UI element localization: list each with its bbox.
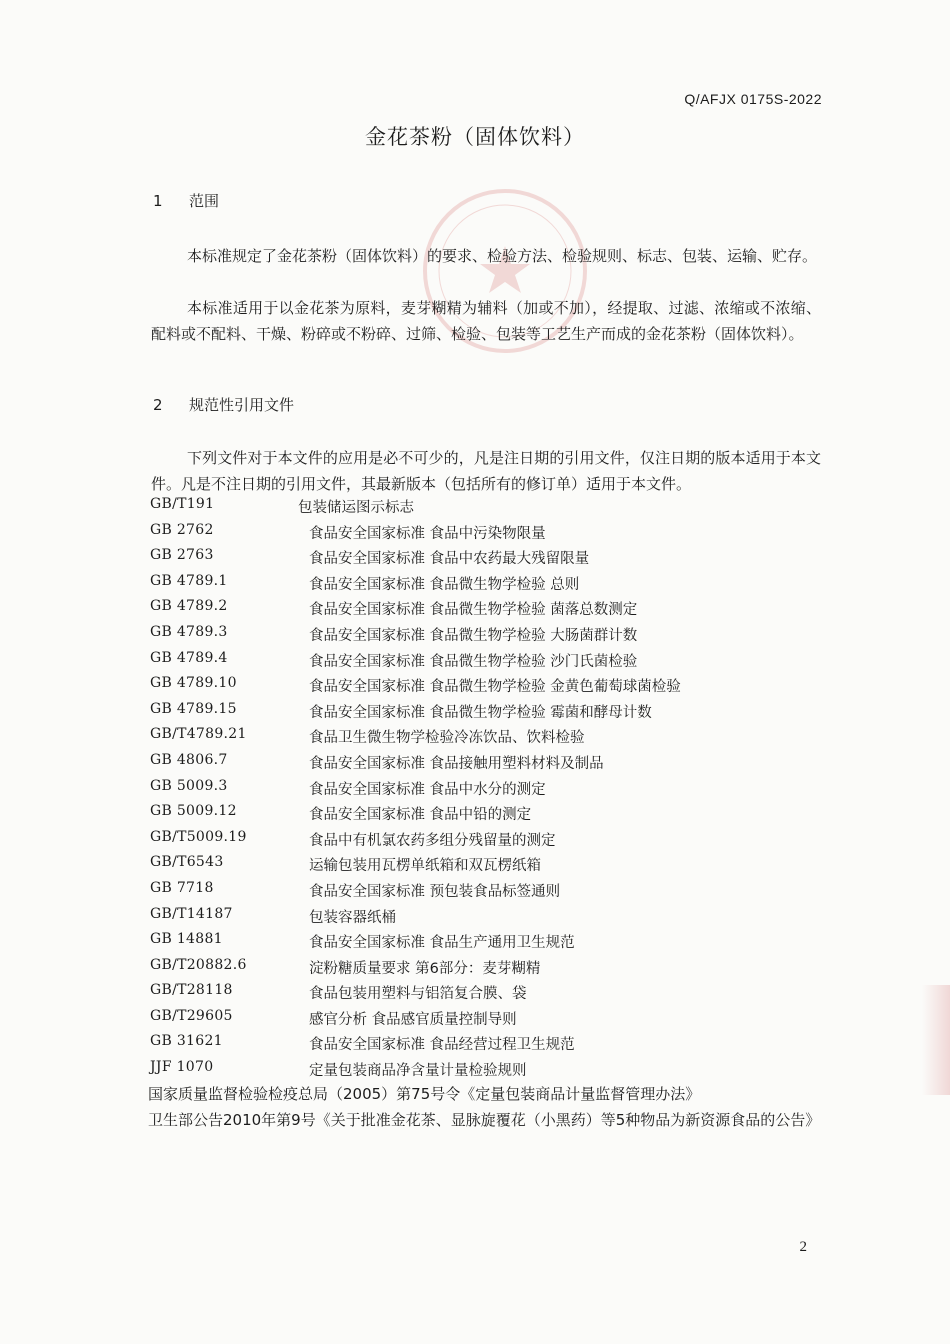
section-number: 2 [153,396,163,414]
regulation-line: 卫生部公告2010年第9号《关于批准金花茶、显脉旋覆花（小黑药）等5种物品为新资源食品的公告》 [148,1111,821,1129]
reference-row [150,722,830,748]
reference-row [150,850,830,876]
reference-title: 食品安全国家标准 食品生产通用卫生规范 [309,935,575,952]
reference-title: 食品包装用塑料与铝箔复合膜、袋 [309,986,527,1003]
reference-row [150,671,830,697]
reference-row [150,774,830,800]
section-title: 规范性引用文件 [189,396,295,414]
section-number: 1 [153,192,163,210]
reference-code: GB 4789.4 [150,649,228,666]
reference-row [150,1055,830,1081]
reference-row [150,543,830,569]
reference-row [150,953,830,979]
reference-title: 食品安全国家标准 食品中农药最大残留限量 [309,551,590,568]
reference-title: 食品安全国家标准 食品中污染物限量 [309,525,546,542]
reference-row [150,569,830,595]
reference-title: 食品中有机氯农药多组分残留量的测定 [309,832,556,849]
reference-code: GB/T20882.6 [150,956,247,973]
reference-code: GB/T14187 [150,905,233,922]
reference-title: 食品安全国家标准 食品经营过程卫生规范 [309,1037,575,1054]
page-number: 2 [799,1239,807,1255]
reference-title: 包装容器纸桶 [309,909,396,926]
document-title: 金花茶粉（固体饮料） [365,125,585,149]
reference-row [150,902,830,928]
reference-row [150,620,830,646]
reference-title: 感官分析 食品感官质量控制导则 [309,1011,517,1028]
reference-title: 食品安全国家标准 食品中水分的测定 [309,781,546,798]
section-title: 范围 [189,192,220,210]
reference-title: 食品安全国家标准 食品微生物学检验 金黄色葡萄球菌检验 [309,679,681,696]
reference-list [150,492,830,1081]
reference-row [150,927,830,953]
reference-code: GB 5009.12 [150,803,237,820]
reference-title: 食品安全国家标准 食品微生物学检验 菌落总数测定 [309,602,638,619]
document-number: Q/AFJX 0175S-2022 [684,91,822,107]
reference-title: 运输包装用瓦楞单纸箱和双瓦楞纸箱 [309,858,541,875]
reference-title: 食品安全国家标准 食品微生物学检验 沙门氏菌检验 [309,653,638,670]
reference-code: GB 14881 [150,931,223,948]
reference-code: GB/T28118 [150,982,233,999]
reference-row [150,646,830,672]
regulation-line: 国家质量监督检验检疫总局（2005）第75号令《定量包装商品计量监督管理办法》 [148,1085,701,1103]
reference-title: 食品安全国家标准 食品微生物学检验 霉菌和酵母计数 [309,704,652,721]
reference-title: 定量包装商品净含量计量检验规则 [309,1063,527,1080]
reference-code: GB 4789.3 [150,623,228,640]
reference-title: 食品安全国家标准 食品接触用塑料材料及制品 [309,755,604,772]
reference-code: GB 7718 [150,879,214,896]
section-2-heading [153,394,294,415]
reference-code: GB 4789.2 [150,598,228,615]
reference-title: 食品安全国家标准 食品微生物学检验 总则 [309,576,580,593]
reference-row [150,978,830,1004]
reference-row [150,697,830,723]
reference-code: GB 4789.10 [150,675,237,692]
reference-code: GB 4789.15 [150,700,237,717]
reference-row [150,1029,830,1055]
reference-row [150,1004,830,1030]
reference-title: 食品安全国家标准 食品中铅的测定 [309,807,532,824]
reference-code: GB 31621 [150,1033,223,1050]
reference-title: 食品安全国家标准 预包装食品标签通则 [309,883,561,900]
reference-row [150,748,830,774]
reference-code: GB 4789.1 [150,572,228,589]
paragraph: 下列文件对于本文件的应用是必不可少的，凡是注日期的引用文件，仅注日期的版本适用于本文件。凡是不注日期的引用文件，其最新版本（包括所有的修订单）适用于本文件。 [151,449,821,493]
reference-code: GB 5009.3 [150,777,228,794]
reference-title: 食品安全国家标准 食品微生物学检验 大肠菌群计数 [309,627,638,644]
reference-code: JJF 1070 [150,1059,214,1076]
reference-title: 包装储运图示标志 [298,500,414,516]
reference-code: GB 2763 [150,547,214,564]
reference-row [150,518,830,544]
reference-title: 淀粉糖质量要求 第6部分：麦芽糊精 [309,960,541,977]
reference-code: GB/T6543 [150,854,224,871]
reference-row [150,492,830,518]
reference-row [150,825,830,851]
reference-row [150,594,830,620]
reference-code: GB/T191 [150,496,215,512]
reference-code: GB/T5009.19 [150,828,247,845]
paragraph: 本标准适用于以金花茶为原料，麦芽糊精为辅料（加或不加），经提取、过滤、浓缩或不浓缩、配料或不配料、干燥、粉碎或不粉碎、过筛、检验、包装等工艺生产而成的金花茶粉（固体饮料）。 [151,299,821,343]
section-1-heading [153,190,219,211]
reference-code: GB/T29605 [150,1007,233,1024]
reference-code: GB/T4789.21 [150,726,247,743]
reference-code: GB 2762 [150,521,214,538]
reference-row [150,876,830,902]
paragraph: 本标准规定了金花茶粉（固体饮料）的要求、检验方法、检验规则、标志、包装、运输、贮存。 [187,247,818,265]
reference-code: GB 4806.7 [150,751,228,768]
reference-title: 食品卫生微生物学检验冷冻饮品、饮料检验 [309,730,585,747]
reference-row [150,799,830,825]
edge-stain [922,985,950,1095]
